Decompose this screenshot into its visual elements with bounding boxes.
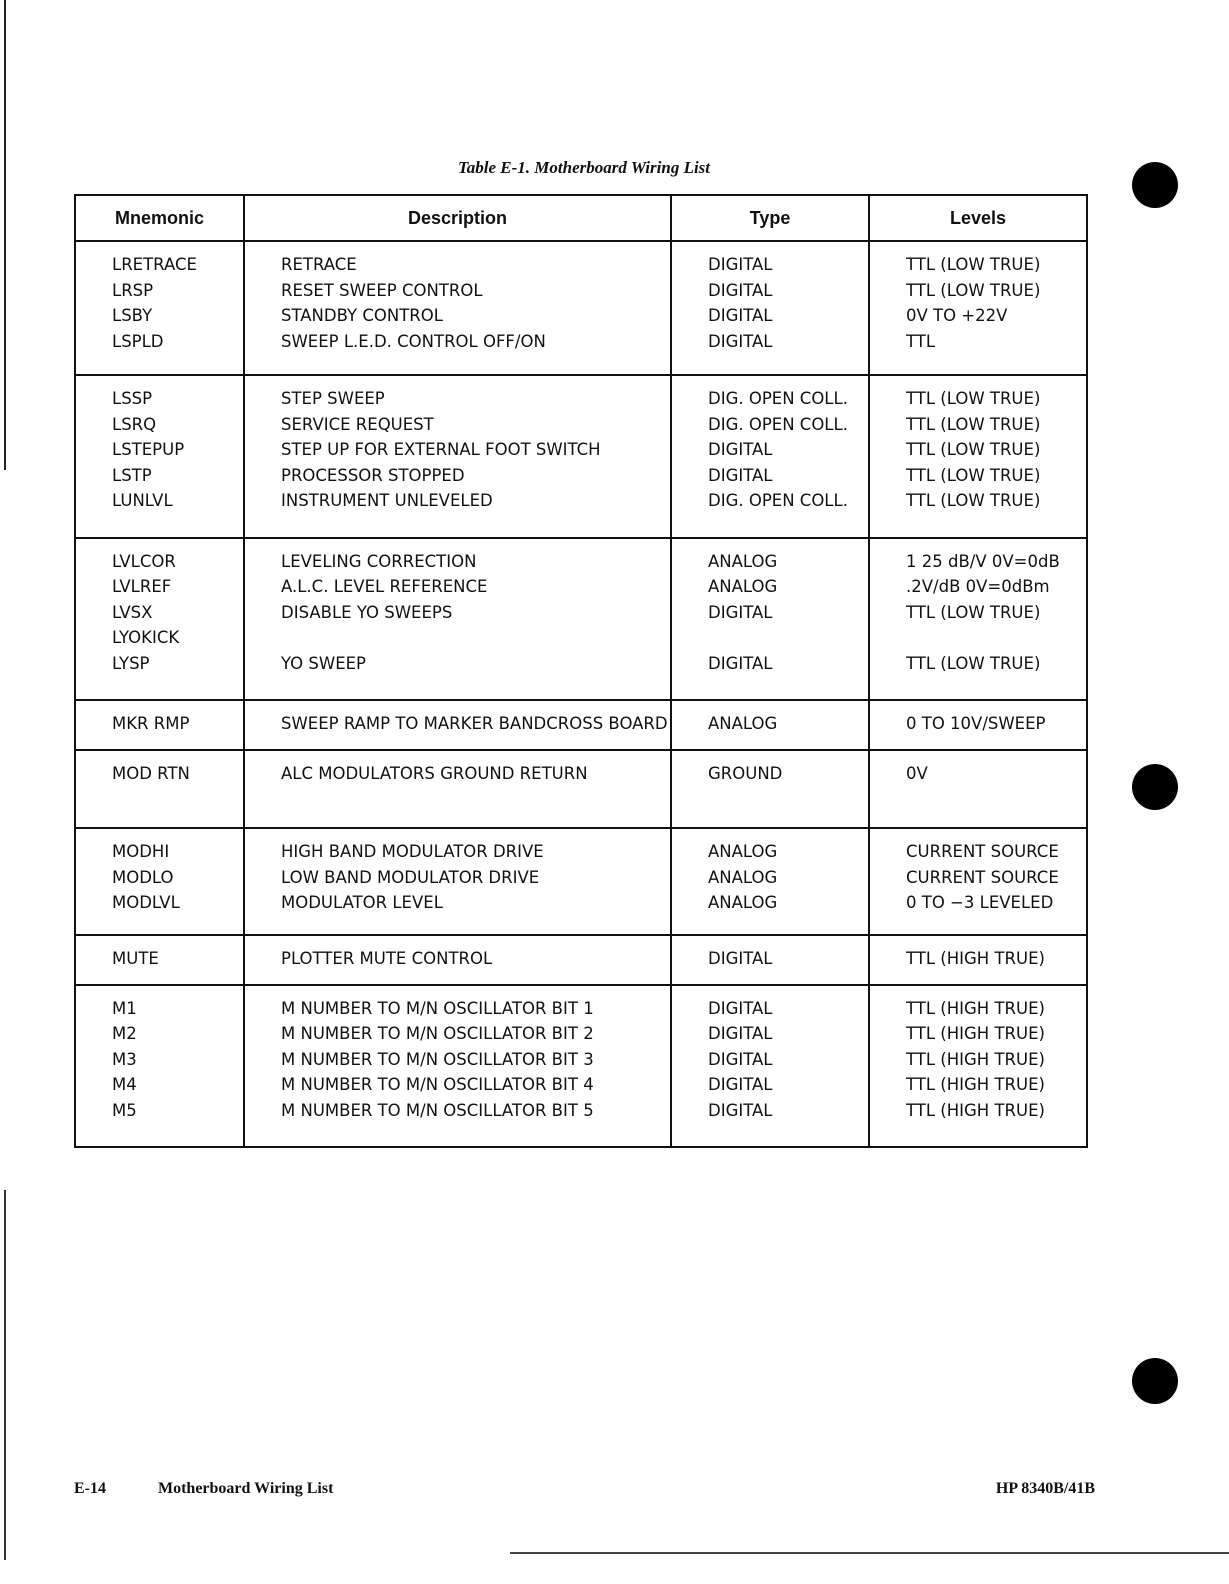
type-line: DIGITAL (708, 465, 773, 485)
levels-cell (869, 828, 1087, 934)
mnemonic-cell (75, 985, 244, 1147)
description-line: YO SWEEP (281, 653, 366, 673)
type-line: DIGITAL (708, 280, 773, 300)
levels-cell (869, 241, 1087, 375)
table-row (75, 538, 1087, 700)
mnemonic-cell (75, 935, 244, 985)
type-cell (671, 375, 869, 537)
levels-cell (869, 700, 1087, 750)
levels-line: TTL (LOW TRUE) (906, 491, 1041, 511)
description-cell (244, 828, 671, 934)
levels-line: TTL (LOW TRUE) (906, 389, 1041, 409)
mnemonic-line: MKR RMP (112, 714, 190, 734)
footer-model: HP 8340B/41B (995, 1480, 1095, 1497)
mnemonic-line: MUTE (112, 948, 159, 968)
levels-cell (869, 935, 1087, 985)
levels-line: TTL (HIGH TRUE) (906, 1024, 1045, 1044)
description-line: M NUMBER TO M/N OSCILLATOR BIT 2 (281, 1024, 594, 1044)
footer-section-title: Motherboard Wiring List (158, 1480, 334, 1497)
levels-cell (869, 538, 1087, 700)
type-line: ANALOG (708, 577, 778, 597)
mnemonic-line: M1 (112, 998, 137, 1018)
type-cell (671, 985, 869, 1147)
description-cell (244, 375, 671, 537)
levels-line: TTL (HIGH TRUE) (906, 1075, 1045, 1095)
description-line: RESET SWEEP CONTROL (281, 280, 483, 300)
mnemonic-cell (75, 828, 244, 934)
table-row (75, 985, 1087, 1147)
levels-line: TTL (906, 331, 936, 351)
table-row (75, 828, 1087, 934)
type-line: DIGITAL (708, 998, 773, 1018)
page-number: E-14 (74, 1480, 106, 1497)
description-line: STEP SWEEP (281, 389, 385, 409)
description-line: MODULATOR LEVEL (281, 893, 443, 913)
mnemonic-line: LVLCOR (112, 551, 176, 571)
header-type: Type (671, 195, 869, 241)
description-line: SERVICE REQUEST (281, 414, 434, 434)
header-levels: Levels (869, 195, 1087, 241)
bottom-rule (510, 1552, 1229, 1554)
mnemonic-line: LSPLD (112, 331, 164, 351)
mnemonic-line: M2 (112, 1024, 137, 1044)
levels-line: 0V TO +22V (906, 306, 1008, 325)
type-line: ANALOG (708, 714, 778, 734)
table-row (75, 241, 1087, 375)
mnemonic-cell (75, 375, 244, 537)
levels-line: 0 TO −3 LEVELED (906, 893, 1054, 913)
description-line: LEVELING CORRECTION (281, 551, 477, 571)
levels-line: TTL (LOW TRUE) (906, 653, 1041, 673)
type-line: DIGITAL (708, 1100, 773, 1120)
levels-line: TTL (LOW TRUE) (906, 465, 1041, 485)
description-cell (244, 538, 671, 700)
footer-left (74, 1480, 385, 1498)
type-line (708, 625, 868, 651)
description-line: M NUMBER TO M/N OSCILLATOR BIT 3 (281, 1049, 594, 1069)
mnemonic-cell (75, 241, 244, 375)
mnemonic-line: LUNLVL (112, 491, 173, 511)
description-cell (244, 935, 671, 985)
description-line: STEP UP FOR EXTERNAL FOOT SWITCH (281, 440, 601, 460)
mnemonic-line: LSTP (112, 465, 152, 485)
levels-line: .2V/dB 0V=0dBm (906, 577, 1050, 597)
description-line: SWEEP RAMP TO MARKER BANDCROSS BOARD (281, 714, 668, 734)
description-cell (244, 750, 671, 828)
description-line (281, 787, 670, 813)
table-row (75, 375, 1087, 537)
description-line (281, 625, 670, 651)
type-cell (671, 700, 869, 750)
type-line: DIGITAL (708, 948, 773, 968)
levels-line: TTL (HIGH TRUE) (906, 948, 1045, 968)
levels-cell (869, 375, 1087, 537)
mnemonic-line: M4 (112, 1075, 137, 1095)
type-cell (671, 241, 869, 375)
description-line: DISABLE YO SWEEPS (281, 602, 453, 622)
type-line: DIGITAL (708, 1075, 773, 1095)
type-line: DIG. OPEN COLL. (708, 389, 848, 409)
description-line: SWEEP L.E.D. CONTROL OFF/ON (281, 331, 546, 351)
type-line: GROUND (708, 764, 783, 784)
description-line: ALC MODULATORS GROUND RETURN (281, 764, 588, 784)
table-row (75, 935, 1087, 985)
table-row (75, 750, 1087, 828)
table-body (75, 241, 1087, 1147)
description-line: PROCESSOR STOPPED (281, 465, 465, 485)
mnemonic-line: M3 (112, 1049, 137, 1069)
description-line: RETRACE (281, 255, 357, 274)
levels-line: CURRENT SOURCE (906, 867, 1059, 887)
description-line: M NUMBER TO M/N OSCILLATOR BIT 4 (281, 1075, 594, 1095)
description-cell (244, 700, 671, 750)
type-cell (671, 538, 869, 700)
mnemonic-cell (75, 538, 244, 700)
type-line: DIG. OPEN COLL. (708, 491, 848, 511)
header-description: Description (244, 195, 671, 241)
levels-line (906, 787, 1086, 813)
description-line: HIGH BAND MODULATOR DRIVE (281, 842, 544, 862)
description-line: INSTRUMENT UNLEVELED (281, 491, 493, 511)
levels-line: 0V (906, 764, 928, 784)
mnemonic-line: MOD RTN (112, 764, 190, 784)
levels-line: TTL (LOW TRUE) (906, 414, 1041, 434)
mnemonic-line: LSRQ (112, 414, 157, 434)
punch-hole-bottom (1132, 1358, 1178, 1404)
levels-line: 0 TO 10V/SWEEP (906, 714, 1046, 734)
type-line: DIGITAL (708, 440, 773, 460)
punch-hole-middle (1132, 764, 1178, 810)
levels-line: 1 25 dB/V 0V=0dB (906, 551, 1060, 571)
levels-line: TTL (LOW TRUE) (906, 440, 1041, 460)
type-cell (671, 935, 869, 985)
mnemonic-line: LVSX (112, 602, 153, 622)
description-line: M NUMBER TO M/N OSCILLATOR BIT 5 (281, 1100, 594, 1120)
mnemonic-line: MODLO (112, 867, 174, 887)
description-line: STANDBY CONTROL (281, 306, 443, 325)
levels-line (906, 625, 1086, 651)
type-line: DIGITAL (708, 653, 773, 673)
description-line: A.L.C. LEVEL REFERENCE (281, 577, 488, 597)
description-cell (244, 985, 671, 1147)
description-line: M NUMBER TO M/N OSCILLATOR BIT 1 (281, 998, 594, 1018)
table-row (75, 700, 1087, 750)
levels-line: CURRENT SOURCE (906, 842, 1059, 862)
mnemonic-line: LVLREF (112, 577, 172, 597)
levels-cell (869, 985, 1087, 1147)
type-line: ANALOG (708, 867, 778, 887)
mnemonic-line: MODLVL (112, 893, 180, 913)
mnemonic-cell (75, 700, 244, 750)
type-line: ANALOG (708, 893, 778, 913)
type-line: DIGITAL (708, 255, 773, 274)
type-line: DIGITAL (708, 306, 773, 325)
mnemonic-line: M5 (112, 1100, 137, 1120)
binding-edge-lower (4, 1190, 6, 1560)
mnemonic-line (112, 787, 243, 813)
type-line: DIGITAL (708, 1049, 773, 1069)
type-line: DIGITAL (708, 331, 773, 351)
mnemonic-line: LSSP (112, 389, 153, 409)
table-caption: Table E-1. Motherboard Wiring List (457, 158, 711, 177)
type-line: DIG. OPEN COLL. (708, 414, 848, 434)
levels-cell (869, 750, 1087, 828)
type-cell (671, 828, 869, 934)
type-line: ANALOG (708, 551, 778, 571)
mnemonic-line: MODHI (112, 842, 170, 862)
levels-line: TTL (LOW TRUE) (906, 280, 1041, 300)
type-line: DIGITAL (708, 1024, 773, 1044)
levels-line: TTL (LOW TRUE) (906, 602, 1041, 622)
levels-line: TTL (HIGH TRUE) (906, 1049, 1045, 1069)
levels-line: TTL (LOW TRUE) (906, 255, 1041, 274)
header-row (75, 195, 1087, 241)
mnemonic-line: LSBY (112, 306, 153, 325)
type-line (708, 787, 868, 813)
mnemonic-line: LSTEPUP (112, 440, 185, 460)
header-mnemonic: Mnemonic (75, 195, 244, 241)
description-line: PLOTTER MUTE CONTROL (281, 948, 493, 968)
mnemonic-line: LRSP (112, 280, 154, 300)
mnemonic-cell (75, 750, 244, 828)
levels-line: TTL (HIGH TRUE) (906, 998, 1045, 1018)
mnemonic-line: LYOKICK (112, 628, 180, 648)
type-cell (671, 750, 869, 828)
binding-edge (4, 0, 6, 470)
type-line: ANALOG (708, 842, 778, 862)
levels-line: TTL (HIGH TRUE) (906, 1100, 1045, 1120)
description-cell (244, 241, 671, 375)
mnemonic-line: LYSP (112, 653, 150, 673)
wiring-table (74, 194, 1088, 1148)
description-line: LOW BAND MODULATOR DRIVE (281, 867, 540, 887)
type-line: DIGITAL (708, 602, 773, 622)
mnemonic-line: LRETRACE (112, 255, 197, 274)
